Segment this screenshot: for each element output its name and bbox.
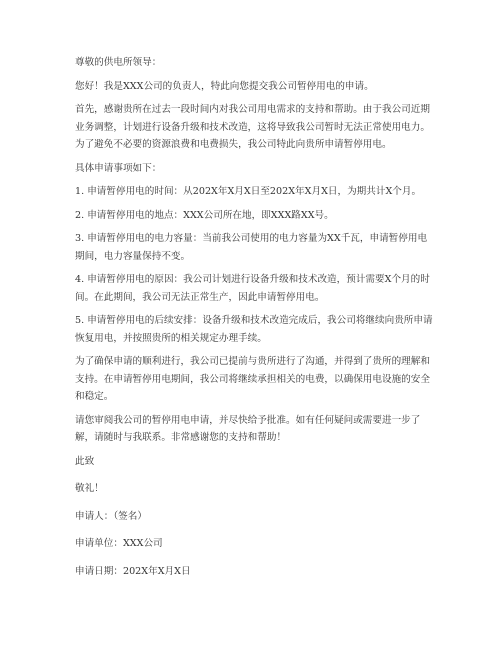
list-item: 1. 申请暂停用电的时间：从202X年X月X日至202X年X月X日，为期共计X个月。 — [75, 186, 422, 197]
list-item: 3. 申请暂停用电的电力容量：当前我公司使用的电力容量为XX千瓦，申请暂停用电期间，电力容量保持不变。 — [75, 233, 428, 262]
closing-line: 此致 — [75, 455, 95, 467]
applicant-company: 申请单位：XXX公司 — [75, 538, 163, 549]
intro-paragraph: 首先，感谢贵所在过去一段时间内对我公司用电需求的支持和帮助。由于我公司近期业务调整，计划进行设备升级和技术改造，这将导致我公司暂时无法正常使用电力。为了避免不必要的资源浪费和电费损失，我公司特此向贵所申请暂停用电。 — [75, 104, 430, 150]
request-paragraph: 请您审阅我公司的暂停用电申请，并尽快给予批准。如有任何疑问或需要进一步了解，请随时与我联系。非常感谢您的支持和帮助！ — [75, 414, 421, 443]
closing-regards: 敬礼！ — [75, 483, 104, 494]
application-date: 申请日期：202X年X月X日 — [75, 565, 191, 577]
list-item: 5. 申请暂停用电的后续安排：设备升级和技术改造完成后，我公司将继续向贵所申请恢复用电，并按照贵所的相关规定办理手续。 — [75, 315, 433, 344]
list-item: 4. 申请暂停用电的原因：我公司计划进行设备升级和技术改造，预计需要X个月的时间。在此期间，我公司无法正常生产，因此申请暂停用电。 — [75, 274, 430, 303]
salutation: 尊敬的供电所领导： — [75, 57, 162, 68]
letter-body — [75, 54, 433, 590]
items-heading: 具体申请事项如下： — [75, 162, 162, 174]
list-item: 2. 申请暂停用电的地点：XXX公司所在地，即XXX路XX号。 — [75, 209, 334, 221]
assurance-paragraph: 为了确保申请的顺利进行，我公司已提前与贵所进行了沟通，并得到了贵所的理解和支持。在申请暂停用电期间，我公司将继续承担相关的电费，以确保用电设施的安全和稳定。 — [75, 356, 430, 402]
applicant-signature: 申请人：（签名） — [75, 510, 147, 522]
greeting-paragraph: 您好！我是XXX公司的负责人，特此向您提交我公司暂停用电的申请。 — [75, 80, 374, 92]
